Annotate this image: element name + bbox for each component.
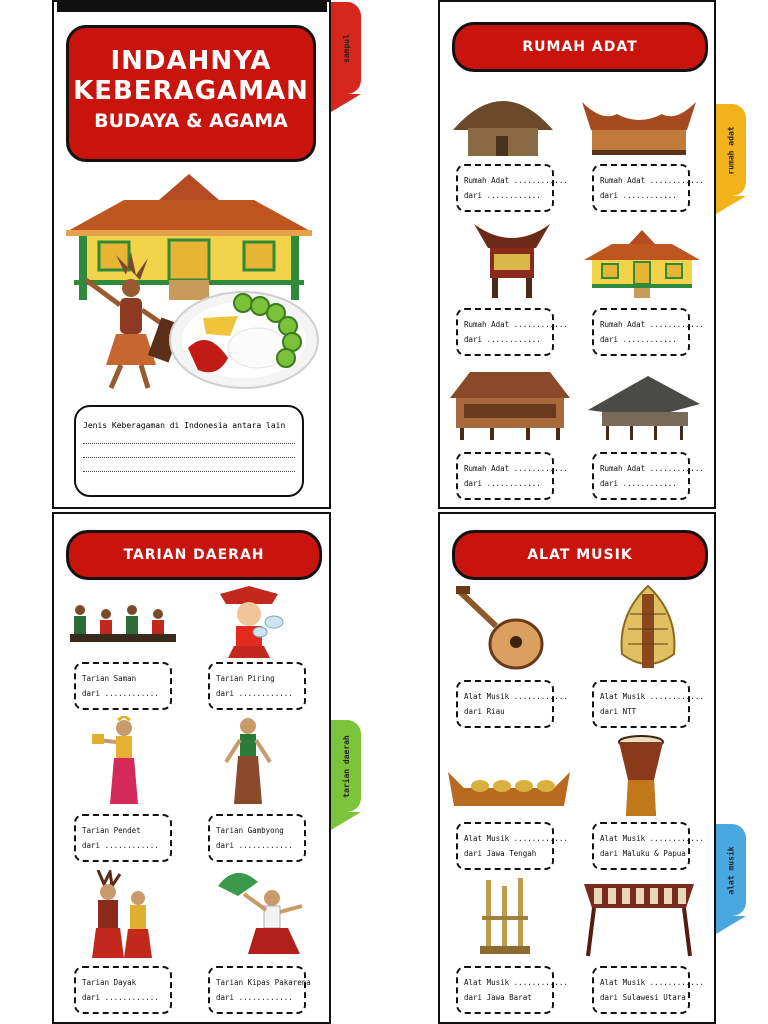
tari-dayak-illustration	[80, 870, 164, 962]
tarian-label-line2: dari ............	[216, 993, 293, 1002]
cover-title-line1: INDAHNYA	[110, 46, 272, 76]
tab-sampul-label: sampul	[341, 33, 351, 63]
rumah-label-line2: dari ............	[600, 191, 677, 200]
musik-label-line2: dari Riau	[464, 707, 505, 716]
tarian-label-2[interactable]	[208, 662, 306, 710]
tarian-label-line2: dari ............	[82, 841, 159, 850]
tarian-label-1[interactable]	[74, 662, 172, 710]
cover-title-line3: BUDAYA & AGAMA	[94, 110, 288, 132]
musik-label-1[interactable]	[456, 680, 568, 728]
tari-kipas-illustration	[214, 866, 306, 960]
rumah-panggung-illustration	[584, 230, 700, 298]
tarian-label-line1: Tarian Pendet	[82, 826, 141, 835]
rumah-label-6[interactable]	[592, 452, 704, 500]
rumah-label-line2: dari ............	[600, 335, 677, 344]
tarian-label-6[interactable]	[208, 966, 311, 1014]
rumah-label-line1: Rumah Adat ............	[600, 176, 704, 185]
musik-label-5[interactable]	[456, 966, 568, 1014]
musik-label-line2: dari Jawa Tengah	[464, 849, 537, 858]
tari-saman-illustration	[66, 596, 180, 648]
musik-label-6[interactable]	[592, 966, 704, 1014]
rumah-label-line2: dari ............	[464, 191, 541, 200]
kolintang-illustration	[580, 880, 698, 958]
rumah-label-line1: Rumah Adat ............	[464, 464, 568, 473]
rumah-honai-illustration	[450, 82, 556, 158]
rumah-label-line2: dari ............	[464, 479, 541, 488]
keberagaman-prompt: Jenis Keberagaman di Indonesia antara lain	[83, 421, 286, 430]
tarian-label-line1: Tarian Gambyong	[216, 826, 284, 835]
musik-label-line2: dari Sulawesi Utara	[600, 993, 686, 1002]
cover-food-illustration	[168, 288, 320, 390]
tarian-label-5[interactable]	[74, 966, 172, 1014]
musik-label-line1: Alat Musik ............	[600, 692, 704, 701]
tarian-label-line1: Tarian Saman	[82, 674, 137, 683]
rumah-label-line1: Rumah Adat ............	[600, 320, 704, 329]
musik-label-3[interactable]	[456, 822, 568, 870]
rumah-betang-illustration	[450, 368, 570, 442]
musik-label-4[interactable]	[592, 822, 704, 870]
answer-line	[83, 458, 295, 472]
musik-label-line2: dari Jawa Barat	[464, 993, 532, 1002]
answer-line	[83, 444, 295, 458]
rumah-label-3[interactable]	[456, 308, 568, 356]
musik-label-line1: Alat Musik ............	[600, 978, 704, 987]
rumah-label-line1: Rumah Adat ............	[464, 320, 568, 329]
tab-alat-musik-label: alat musik	[726, 845, 736, 895]
musik-label-line1: Alat Musik ............	[600, 834, 704, 843]
tarian-label-3[interactable]	[74, 814, 172, 862]
gambus-illustration	[456, 586, 548, 672]
tarian-label-line1: Tarian Dayak	[82, 978, 137, 987]
rumah-label-line2: dari ............	[600, 479, 677, 488]
rumah-label-line2: dari ............	[464, 335, 541, 344]
tarian-daerah-header: TARIAN DAERAH	[66, 530, 322, 580]
tab-tarian-daerah-label: tarian daerah	[341, 734, 351, 798]
tarian-label-line2: dari ............	[82, 689, 159, 698]
tari-gambyong-illustration	[222, 716, 274, 810]
tarian-label-line2: dari ............	[82, 993, 159, 1002]
tarian-label-line1: Tarian Kipas Pakarena	[216, 978, 311, 987]
tab-tarian-daerah[interactable]	[331, 720, 361, 812]
tarian-label-line1: Tarian Piring	[216, 674, 275, 683]
rumah-label-1[interactable]	[456, 164, 568, 212]
tarian-label-4[interactable]	[208, 814, 306, 862]
musik-label-line2: dari NTT	[600, 707, 637, 716]
musik-label-line1: Alat Musik ............	[464, 834, 568, 843]
tab-rumah-adat[interactable]	[716, 104, 746, 196]
rumah-adat-header: RUMAH ADAT	[452, 22, 708, 72]
rumah-label-4[interactable]	[592, 308, 704, 356]
cover-title-box	[66, 25, 316, 162]
musik-label-line1: Alat Musik ............	[464, 978, 568, 987]
tab-alat-musik[interactable]	[716, 824, 746, 916]
rumah-label-5[interactable]	[456, 452, 568, 500]
tari-pendet-illustration	[90, 716, 156, 810]
tari-piring-illustration	[214, 584, 284, 660]
musik-label-line1: Alat Musik ............	[464, 692, 568, 701]
rumah-label-2[interactable]	[592, 164, 704, 212]
cover-top-bar	[57, 0, 327, 12]
sasando-illustration	[610, 584, 686, 674]
alat-musik-header: ALAT MUSIK	[452, 530, 708, 580]
gamelan-illustration	[446, 766, 572, 812]
tab-sampul[interactable]	[331, 2, 361, 94]
cover-title-line2: KEBERAGAMAN	[73, 76, 309, 106]
answer-line	[83, 430, 295, 444]
tifa-illustration	[616, 734, 666, 818]
rumah-gadang-illustration	[582, 96, 696, 156]
rumah-stilt-illustration	[588, 374, 700, 442]
rumah-tongkonan-illustration	[472, 222, 552, 300]
musik-label-2[interactable]	[592, 680, 704, 728]
rumah-label-line1: Rumah Adat ............	[600, 464, 704, 473]
keberagaman-answer-box[interactable]	[74, 405, 304, 497]
tarian-label-line2: dari ............	[216, 841, 293, 850]
tab-rumah-adat-label: rumah adat	[726, 125, 736, 175]
angklung-illustration	[476, 876, 534, 962]
musik-label-line2: dari Maluku & Papua	[600, 849, 686, 858]
tarian-label-line2: dari ............	[216, 689, 293, 698]
rumah-label-line1: Rumah Adat ............	[464, 176, 568, 185]
